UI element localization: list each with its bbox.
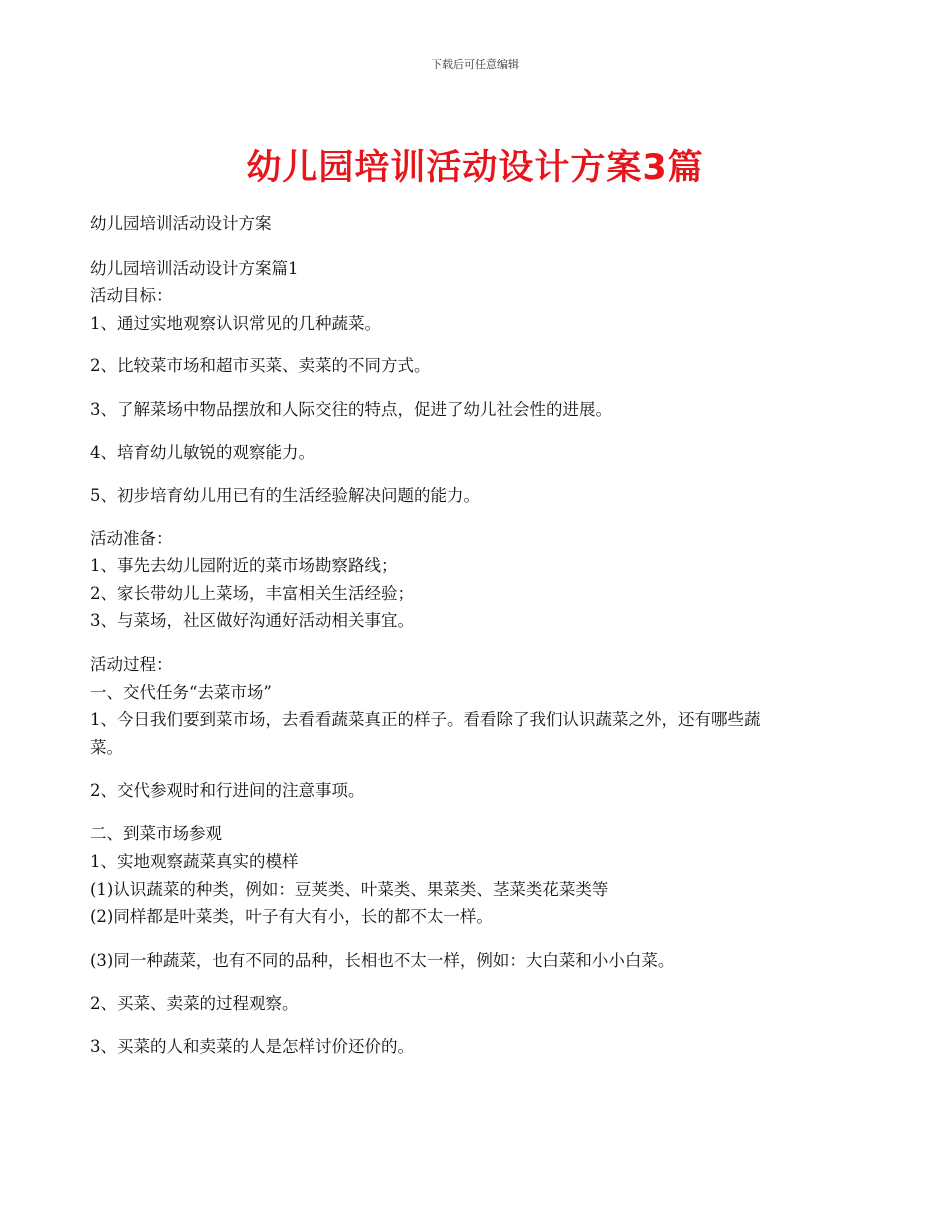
- goal-item: 2、比较菜市场和超市买菜、卖菜的不同方式。: [90, 356, 431, 375]
- preparation-item: 1、事先去幼儿园附近的菜市场勘察路线；: [90, 556, 398, 575]
- subtitle: 幼儿园培训活动设计方案: [90, 214, 272, 233]
- goal-item: 5、初步培育幼儿用已有的生活经验解决问题的能力。: [90, 486, 480, 505]
- process-subitem: (3)同一种蔬菜，也有不同的品种，长相也不太一样，例如：大白菜和小小白菜。: [90, 951, 675, 970]
- process-item-continuation: 菜。: [90, 738, 123, 757]
- process-subitem: (2)同样都是叶菜类，叶子有大有小，长的都不太一样。: [90, 907, 493, 926]
- process-item: 2、交代参观时和行进间的注意事项。: [90, 781, 365, 800]
- process-step-heading: 一、交代任务“去菜市场”: [90, 683, 272, 702]
- process-subitem: (1)认识蔬菜的种类，例如：豆荚类、叶菜类、果菜类、茎菜类花菜类等: [90, 880, 609, 899]
- document-title: 幼儿园培训活动设计方案3篇: [246, 148, 704, 188]
- goal-item: 1、通过实地观察认识常见的几种蔬菜。: [90, 314, 381, 333]
- goal-item: 3、了解菜场中物品摆放和人际交往的特点，促进了幼儿社会性的进展。: [90, 400, 612, 419]
- process-step-heading: 二、到菜市场参观: [90, 824, 222, 843]
- heading-activity-process: 活动过程：: [90, 655, 173, 674]
- process-item: 2、买菜、卖菜的过程观察。: [90, 994, 299, 1013]
- preparation-item: 3、与菜场，社区做好沟通好活动相关事宜。: [90, 611, 414, 630]
- process-item: 3、买菜的人和卖菜的人是怎样讨价还价的。: [90, 1037, 414, 1056]
- preparation-item: 2、家长带幼儿上菜场，丰富相关生活经验；: [90, 584, 414, 603]
- process-item: 1、实地观察蔬菜真实的模样: [90, 852, 299, 871]
- process-item: 1、今日我们要到菜市场，去看看蔬菜真正的样子。看看除了我们认识蔬菜之外，还有哪些蔬: [90, 710, 761, 729]
- goal-item: 4、培育幼儿敏锐的观察能力。: [90, 443, 315, 462]
- header-note: 下载后可任意编辑: [431, 58, 519, 71]
- heading-activity-preparation: 活动准备：: [90, 529, 173, 548]
- section-heading-plan-1: 幼儿园培训活动设计方案篇1: [90, 259, 299, 278]
- heading-activity-goals: 活动目标：: [90, 286, 173, 305]
